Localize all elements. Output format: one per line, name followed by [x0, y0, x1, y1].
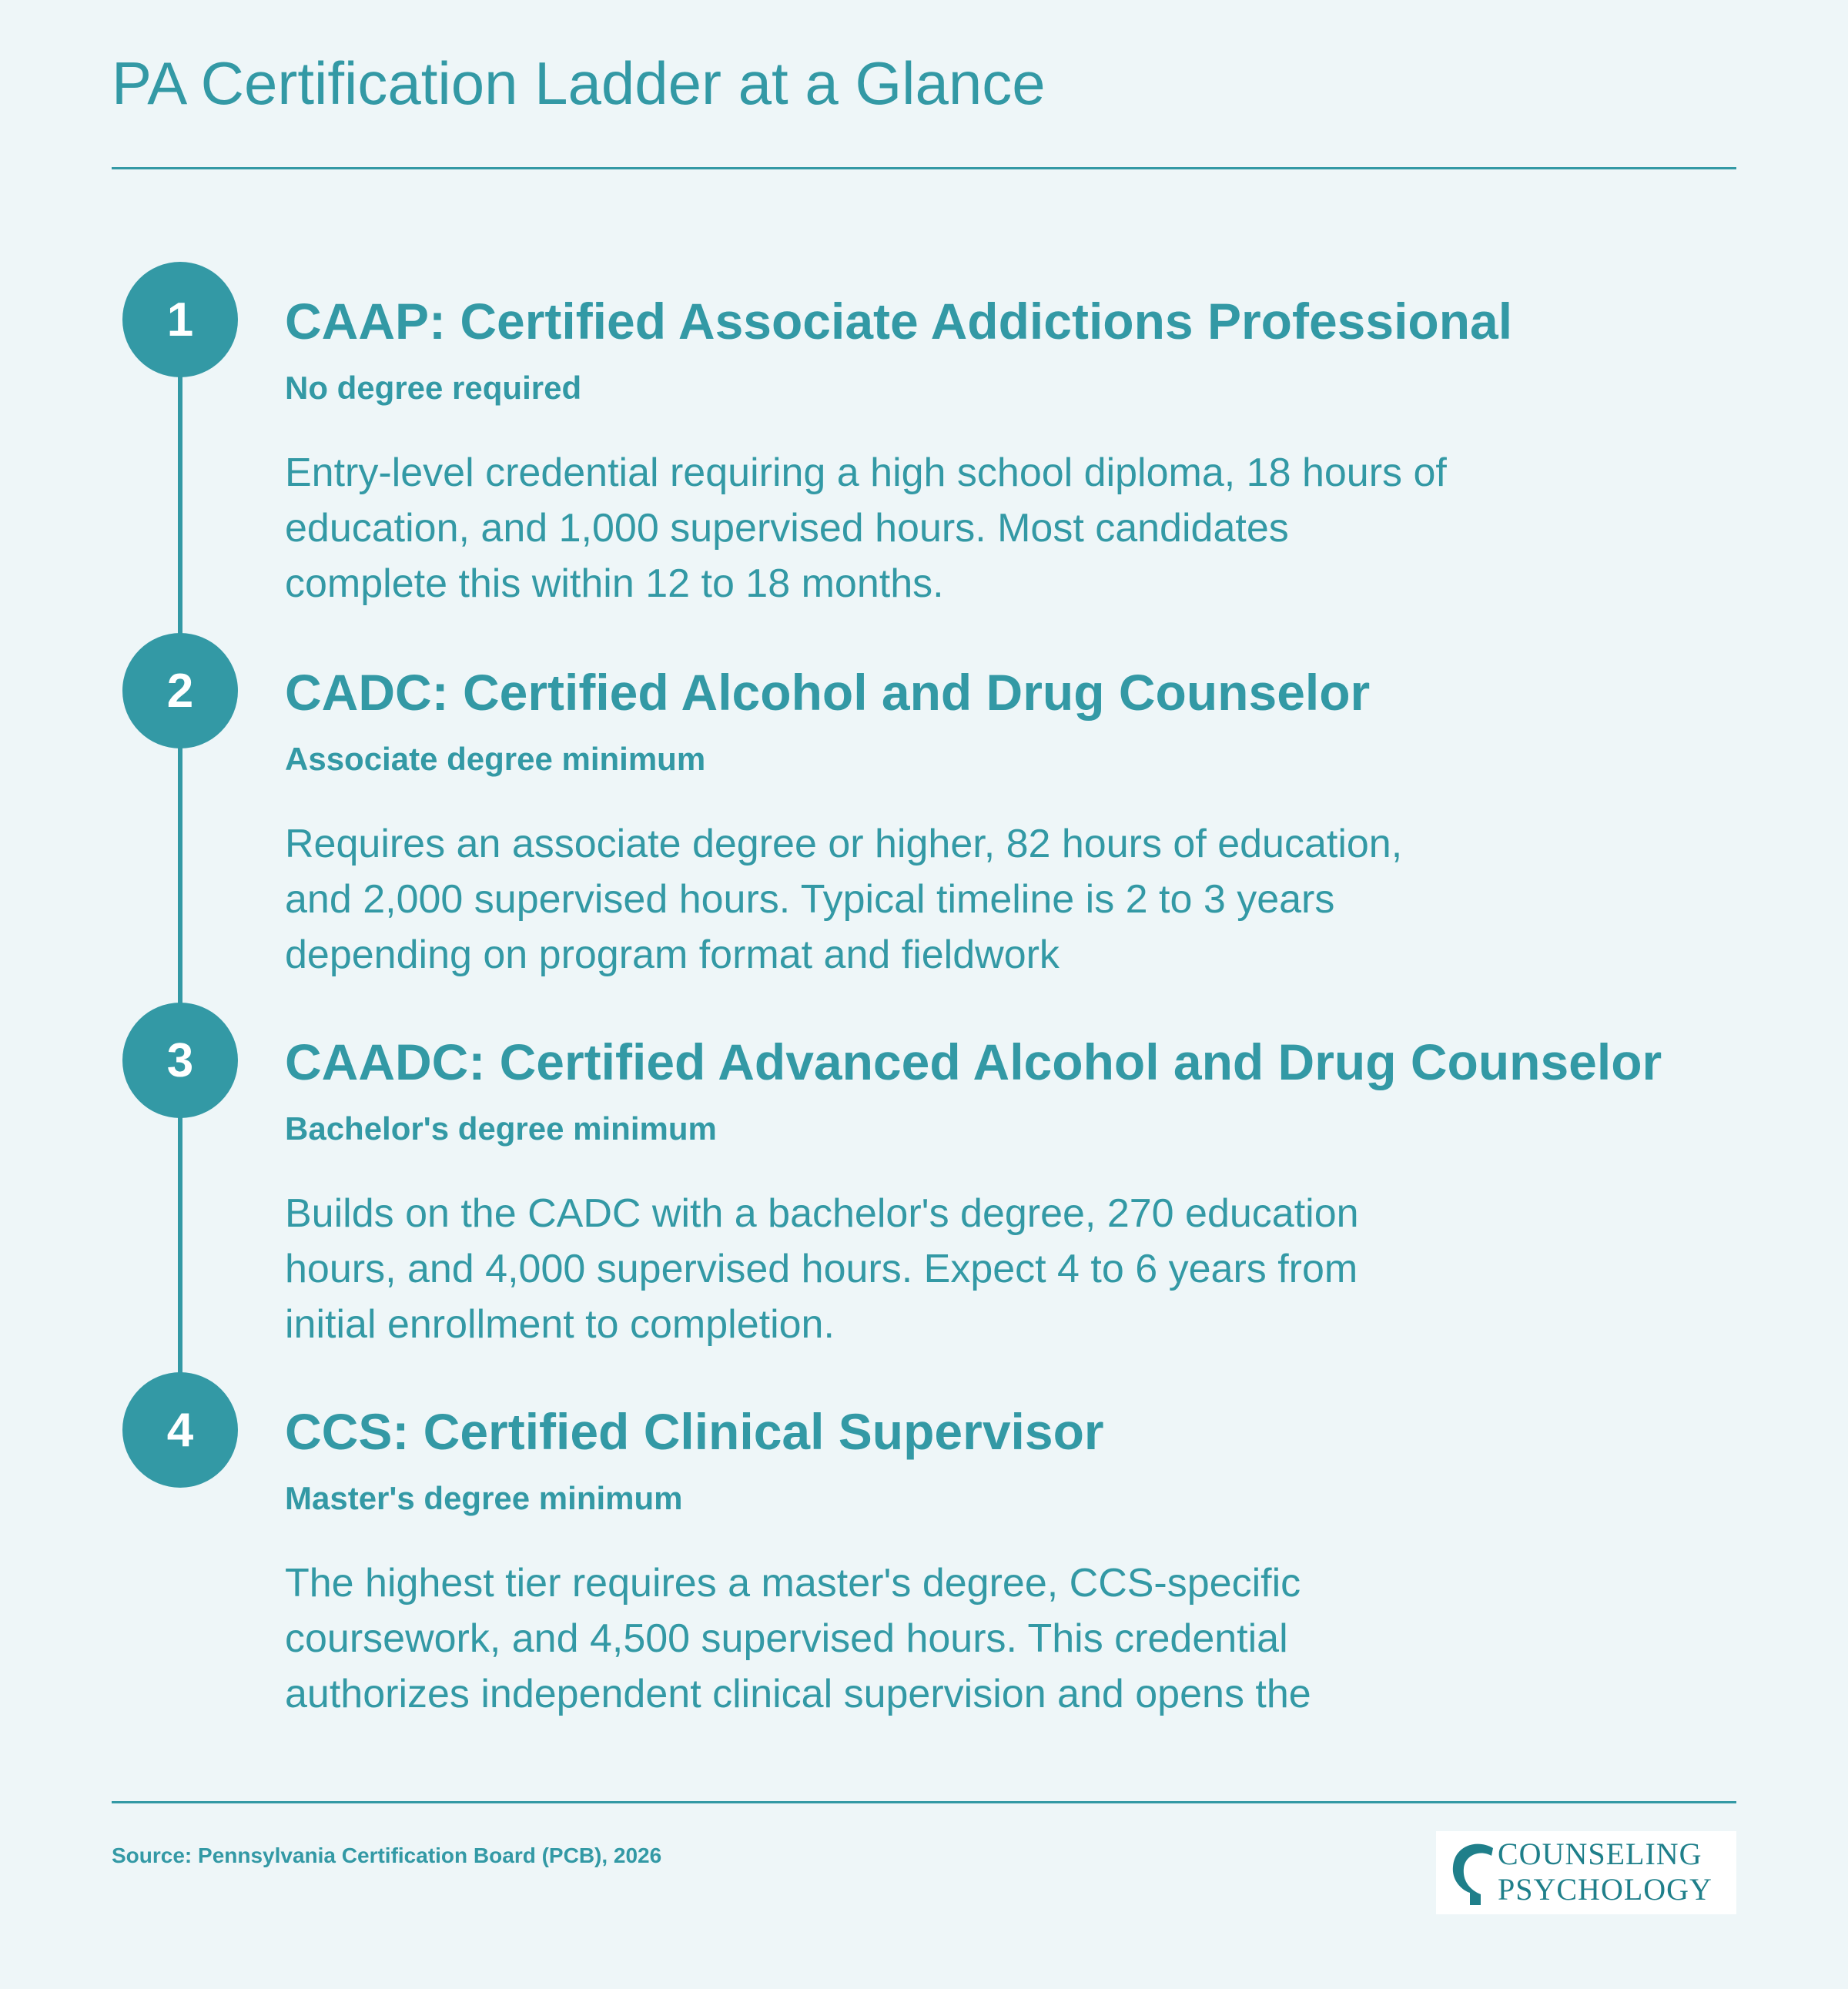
step-number-badge: 3	[122, 1003, 238, 1118]
footer-divider	[112, 1801, 1736, 1803]
counseling-psychology-logo	[1436, 1831, 1736, 1914]
step-item-caap	[285, 291, 1732, 611]
timeline-connector	[178, 316, 182, 1425]
title-divider	[112, 167, 1736, 169]
step-description: Requires an associate degree or higher, 82 hours of education, and 2,000 supervised hours. Typical timeline is 2 to 3 years depending on program format and fieldwork	[285, 821, 1403, 977]
step-requirement: Bachelor's degree minimum	[285, 1110, 717, 1147]
page-title: PA Certification Ladder at a Glance	[112, 49, 1046, 117]
source-citation: Source: Pennsylvania Certification Board (PCB), 2026	[112, 1843, 662, 1867]
step-requirement: Master's degree minimum	[285, 1480, 683, 1517]
head-profile-icon	[1447, 1837, 1501, 1908]
step-description: Entry-level credential requiring a high school diploma, 18 hours of education, and 1,000 supervised hours. Most candidates complete this within 12 to 18 months.	[285, 450, 1447, 606]
step-requirement: Associate degree minimum	[285, 741, 706, 778]
step-number-badge: 1	[122, 262, 238, 377]
logo-text-line-2: PSYCHOLOGY	[1498, 1872, 1712, 1907]
step-heading: CAADC: Certified Advanced Alcohol and Drug Counselor	[285, 1033, 1662, 1090]
logo-text-line-1: COUNSELING	[1498, 1837, 1702, 1871]
step-item-ccs	[285, 1401, 1732, 1722]
step-requirement: No degree required	[285, 370, 582, 407]
step-heading: CAAP: Certified Associate Addictions Professional	[285, 293, 1513, 350]
step-number-badge: 4	[122, 1372, 238, 1488]
step-description: Builds on the CADC with a bachelor's degree, 270 education hours, and 4,000 supervised hours. Expect 4 to 6 years from initial enrollment to completion.	[285, 1190, 1359, 1347]
step-number-badge: 2	[122, 633, 238, 748]
step-heading: CCS: Certified Clinical Supervisor	[285, 1403, 1104, 1460]
step-description: The highest tier requires a master's degree, CCS-specific coursework, and 4,500 supervised hours. This credential authorizes independent clinical supervision and opens the	[285, 1560, 1311, 1716]
step-item-caadc	[285, 1032, 1732, 1352]
step-item-cadc	[285, 662, 1732, 983]
step-heading: CADC: Certified Alcohol and Drug Counselor	[285, 664, 1371, 721]
